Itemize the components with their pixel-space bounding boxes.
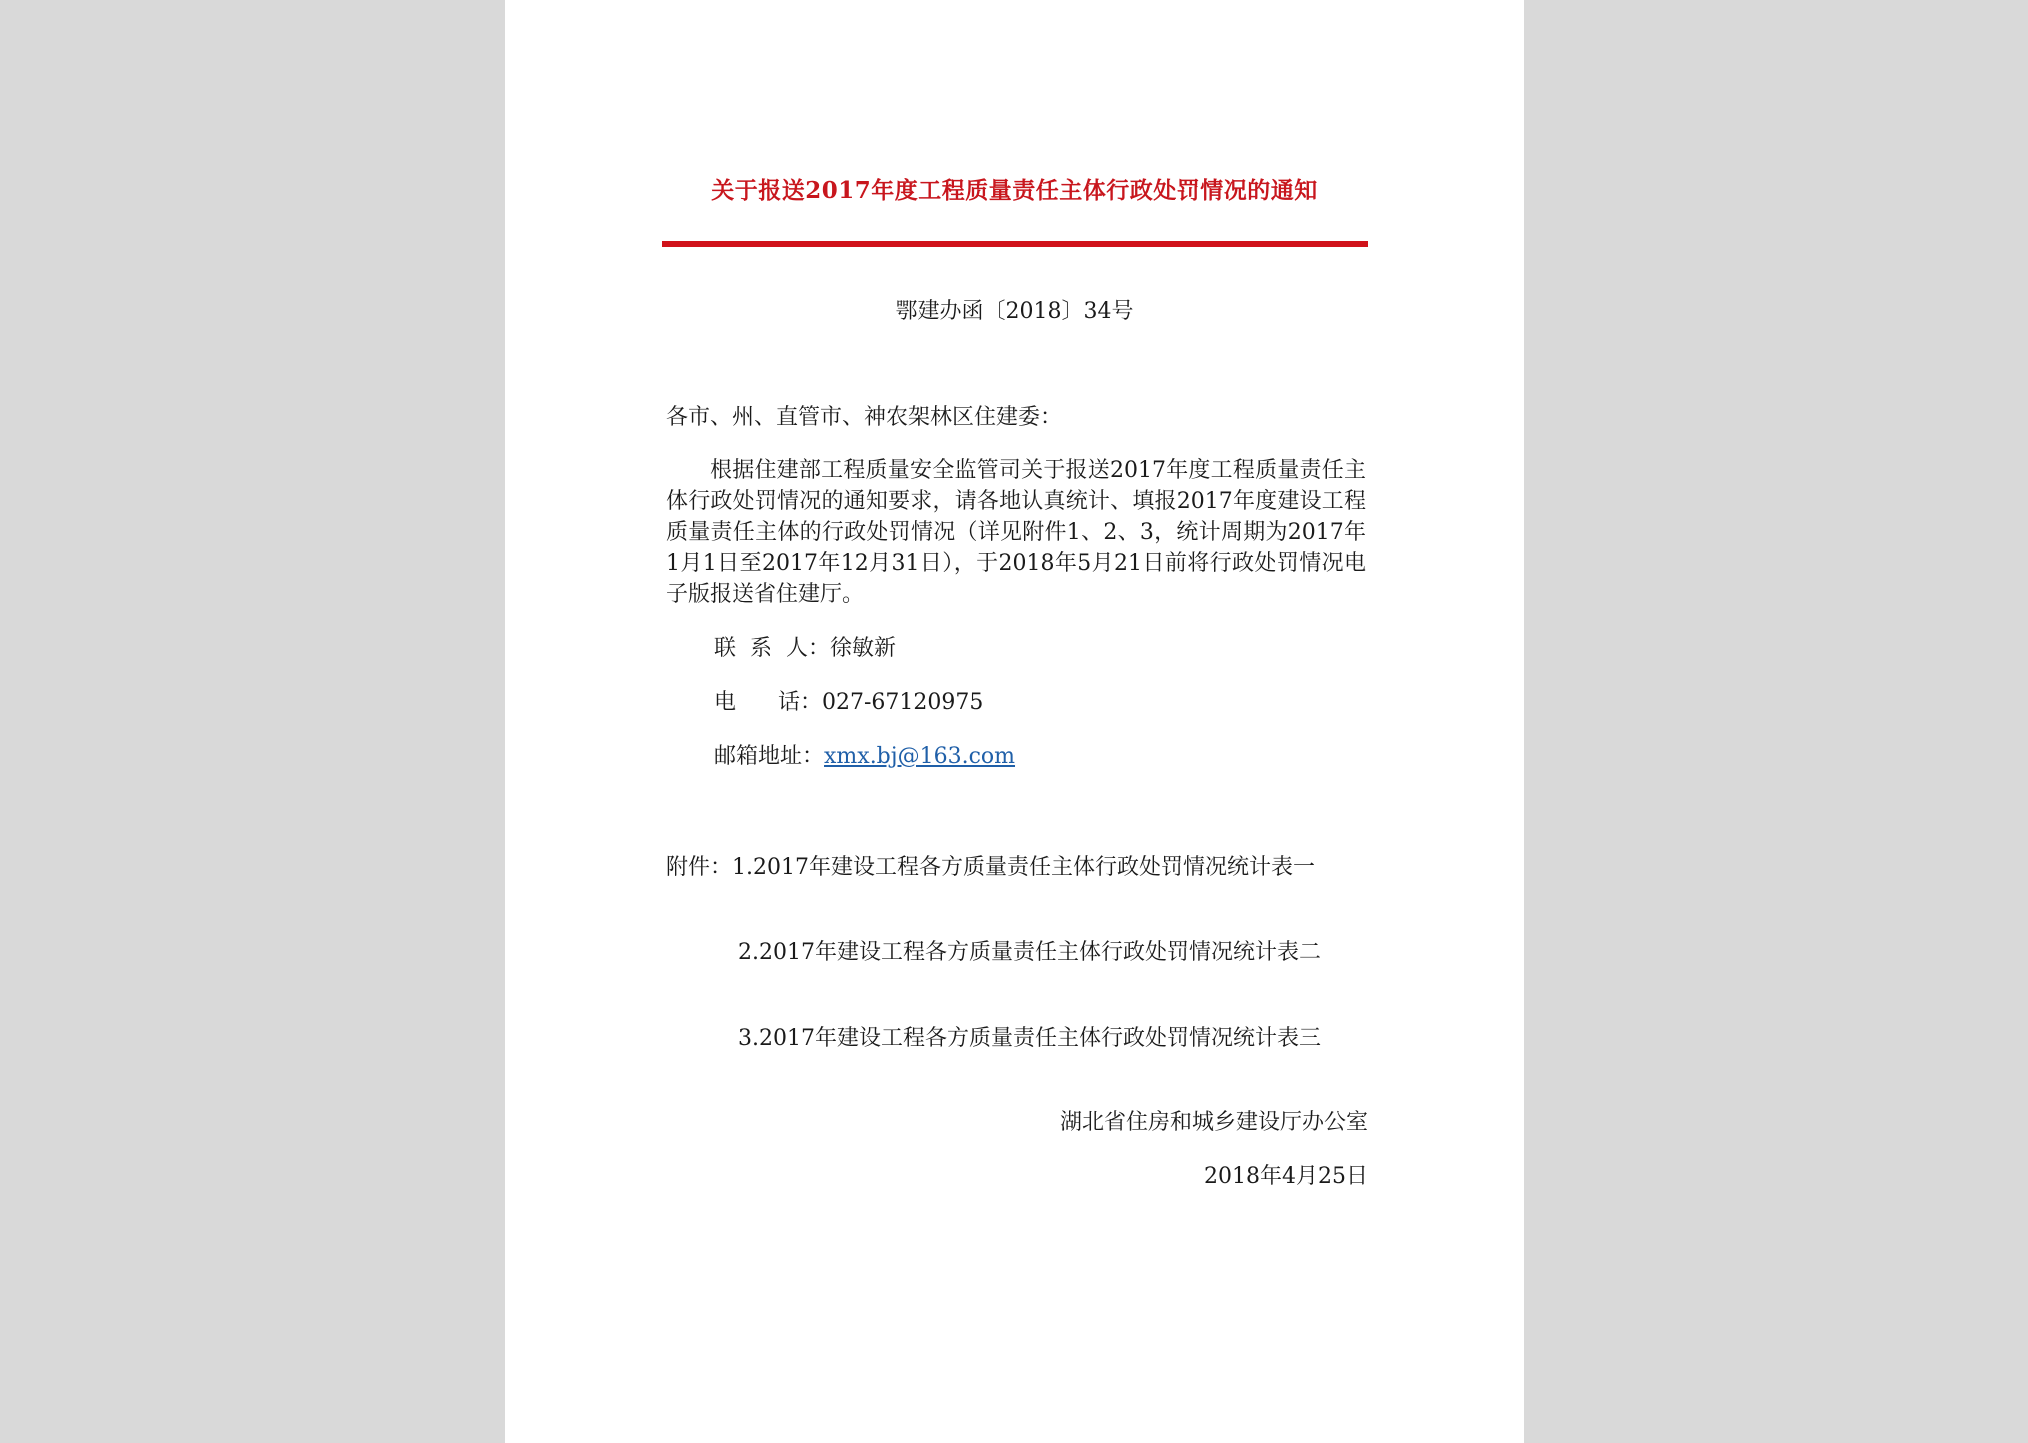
attachment-item-label: 3.2017年建设工程各方质量责任主体行政处罚情况统计表三 <box>738 1026 1321 1051</box>
issuer-name: 湖北省住房和城乡建设厅办公室 <box>1059 1110 1368 1135</box>
document-page <box>505 0 1524 1443</box>
attachment-item-3 <box>666 1023 1366 1054</box>
email-link[interactable]: xmx.bj@163.com <box>824 744 1016 769</box>
red-header-rule <box>662 241 1368 247</box>
document-number: 鄂建办函〔2018〕34号 <box>895 299 1134 324</box>
attachment-item-label: 2.2017年建设工程各方质量责任主体行政处罚情况统计表二 <box>738 940 1321 965</box>
contact-email-label: 邮箱地址： <box>714 744 825 769</box>
body-paragraph: 根据住建部工程质量安全监管司关于报送2017年度工程质量责任主体行政处罚情况的通知要求，请各地认真统计、填报2017年度建设工程质量责任主体的行政处罚情况（详见附件1、2、3，统计周期为2017年1月1日至2017年12月31日），于2018年5月21日前将行政处罚情况电子版报送省住建厅。 <box>666 458 1366 607</box>
contact-person-row <box>714 634 896 664</box>
attachments-label: 附件： <box>666 855 733 880</box>
contact-email-row <box>714 742 1015 772</box>
contact-person-value: 徐敏新 <box>829 636 896 661</box>
salutation: 各市、州、直管市、神农架林区住建委： <box>666 405 1063 430</box>
attachment-item-1 <box>666 852 1366 883</box>
contact-phone-row <box>714 688 983 718</box>
document-title: 关于报送2017年度工程质量责任主体行政处罚情况的通知 <box>711 177 1318 204</box>
contact-phone-value: 027-67120975 <box>821 690 984 715</box>
issue-date: 2018年4月25日 <box>1204 1164 1368 1189</box>
contact-person-label: 联 系 人： <box>714 636 830 661</box>
attachment-item-label: 1.2017年建设工程各方质量责任主体行政处罚情况统计表一 <box>732 855 1315 880</box>
attachment-item-2 <box>666 937 1366 968</box>
contact-phone-label: 电 话： <box>714 690 822 715</box>
